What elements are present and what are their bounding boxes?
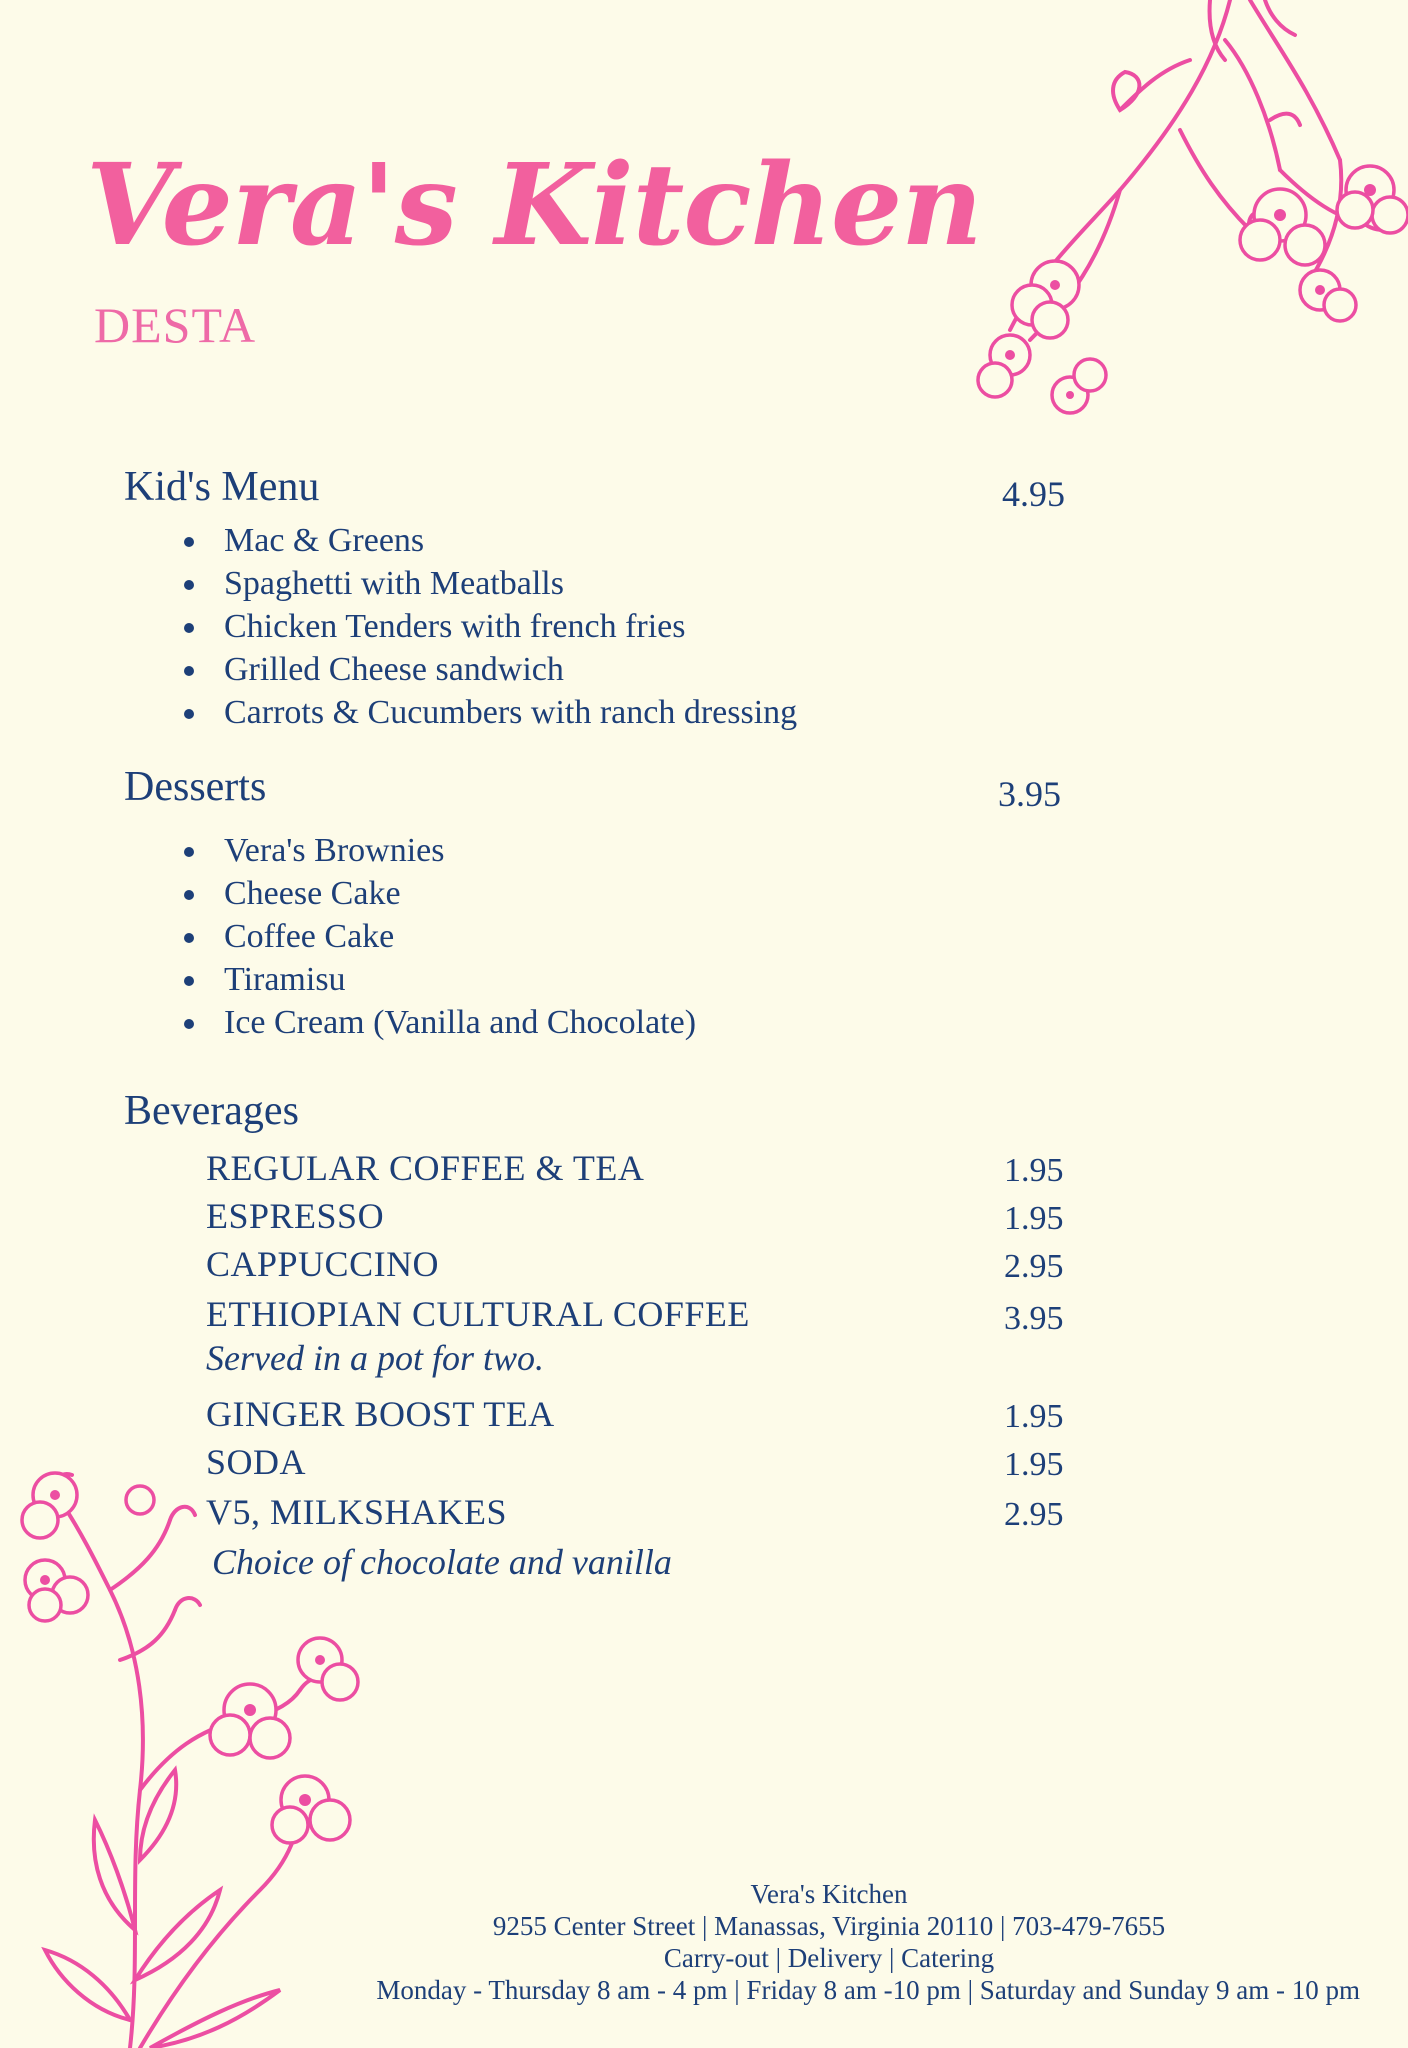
beverage-price: 1.95: [1004, 1446, 1064, 1483]
desserts-heading: Desserts: [124, 764, 267, 810]
beverage-name: CAPPUCCINO: [206, 1244, 440, 1284]
beverage-name: REGULAR COFFEE & TEA: [206, 1148, 645, 1188]
beverage-name: SODA: [206, 1442, 307, 1482]
beverage-name: GINGER BOOST TEA: [206, 1394, 555, 1434]
list-item: Coffee Cake: [180, 915, 696, 958]
beverage-price: 3.95: [1004, 1300, 1064, 1337]
footer-hours: Monday - Thursday 8 am - 4 pm | Friday 8 am -10 pm | Saturday and Sunday 9 am - 10 pm: [376, 1975, 1360, 2005]
footer-restaurant-name: Vera's Kitchen: [750, 1879, 908, 1909]
beverage-price: 1.95: [1004, 1398, 1064, 1435]
list-item: Mac & Greens: [180, 519, 797, 562]
list-item: Chicken Tenders with french fries: [180, 605, 797, 648]
list-item: Spaghetti with Meatballs: [180, 562, 797, 605]
footer-address: 9255 Center Street | Manassas, Virginia 20110 | 703-479-7655: [492, 1911, 1166, 1941]
list-item: Cheese Cake: [180, 872, 696, 915]
list-item: Carrots & Cucumbers with ranch dressing: [180, 691, 797, 734]
beverages-heading: Beverages: [124, 1088, 299, 1134]
beverage-name: V5, MILKSHAKES: [206, 1492, 508, 1532]
top-right-floral-illustration: [950, 0, 1408, 430]
kids-menu-price: 4.95: [1002, 474, 1065, 514]
restaurant-subtitle: DESTA: [94, 297, 257, 353]
list-item: Vera's Brownies: [180, 829, 696, 872]
desserts-list: [180, 829, 696, 1044]
restaurant-title: Vera's Kitchen: [86, 140, 982, 271]
beverage-price: 1.95: [1004, 1152, 1064, 1189]
beverage-name: ETHIOPIAN CULTURAL COFFEE: [206, 1294, 750, 1334]
beverage-name: ESPRESSO: [206, 1196, 385, 1236]
kids-menu-list: [180, 519, 797, 734]
beverage-price: 2.95: [1004, 1248, 1064, 1285]
list-item: Tiramisu: [180, 958, 696, 1001]
beverage-note: Choice of chocolate and vanilla: [212, 1542, 672, 1582]
list-item: Grilled Cheese sandwich: [180, 648, 797, 691]
beverage-note: Served in a pot for two.: [206, 1338, 544, 1378]
beverage-price: 2.95: [1004, 1496, 1064, 1533]
list-item: Ice Cream (Vanilla and Chocolate): [180, 1001, 696, 1044]
kids-menu-heading: Kid's Menu: [124, 464, 320, 510]
beverage-price: 1.95: [1004, 1200, 1064, 1237]
desserts-price: 3.95: [998, 774, 1061, 814]
footer-services: Carry-out | Delivery | Catering: [663, 1943, 995, 1973]
